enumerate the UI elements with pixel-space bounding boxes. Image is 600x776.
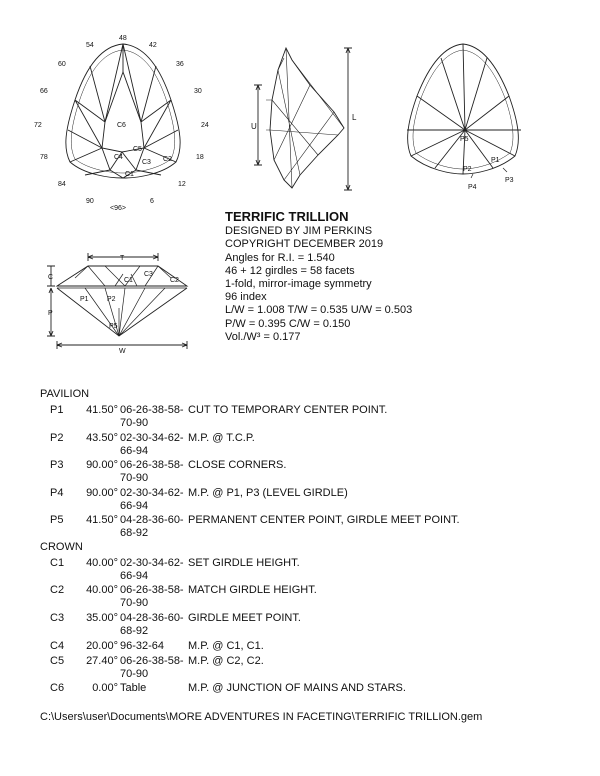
profile-facet-p5: P5	[109, 323, 118, 330]
facet-id: P5	[50, 514, 64, 526]
facet-index: 04-28-36-60-68-92	[120, 514, 184, 539]
pavilion-heading: PAVILION	[40, 388, 90, 400]
facet-label-p3: P3	[505, 177, 514, 184]
design-line: Vol./W³ = 0.177	[225, 330, 301, 343]
facet-index: 06-26-38-58-70-90	[120, 584, 184, 609]
facet-label-c1: C1	[125, 171, 134, 178]
facet-angle: 43.50°	[86, 432, 118, 444]
profile-facet-c2: C2	[170, 277, 179, 284]
facet-id: C4	[50, 640, 65, 652]
pavilion-outline	[408, 44, 519, 174]
profile-facet-c3: C3	[144, 271, 153, 278]
design-line: P/W = 0.395 C/W = 0.150	[225, 317, 351, 330]
facet-angle: 40.00°	[86, 557, 118, 569]
profile-facet-p1: P1	[80, 296, 89, 303]
design-line: 1-fold, mirror-image symmetry	[225, 278, 372, 291]
profile-w-label: W	[119, 348, 126, 355]
facet-index: 02-30-34-62-66-94	[120, 557, 184, 582]
profile-facet-c1: C1	[124, 277, 133, 284]
facet-index: 04-28-36-60-68-92	[120, 612, 184, 637]
index-label-24: 24	[201, 122, 209, 129]
design-title: TERRIFIC TRILLION	[225, 209, 349, 224]
facet-id: C3	[50, 612, 65, 624]
facet-label-p1: P1	[491, 157, 500, 164]
design-line: DESIGNED BY JIM PERKINS	[225, 225, 373, 238]
facet-id: C6	[50, 682, 65, 694]
index-label-30: 30	[194, 88, 202, 95]
facet-angle: 41.50°	[86, 514, 118, 526]
facet-index: 02-30-34-62-66-94	[120, 432, 184, 457]
facet-id: P4	[50, 487, 64, 499]
facet-angle: 90.00°	[86, 459, 118, 471]
side-outline	[270, 48, 344, 188]
facet-id: P1	[50, 404, 64, 416]
facet-angle: 40.00°	[86, 584, 118, 596]
facet-instruction: CUT TO TEMPORARY CENTER POINT.	[188, 404, 388, 416]
facet-angle: 41.50°	[86, 404, 118, 416]
file-path-footer: C:\Users\user\Documents\MORE ADVENTURES IN FACETING\TERRIFIC TRILLION.gem	[40, 711, 483, 723]
facet-instruction: M.P. @ C2, C2.	[188, 655, 264, 667]
design-line: 96 index	[225, 291, 267, 304]
facet-id: P2	[50, 432, 64, 444]
facet-id: C5	[50, 655, 65, 667]
index-label-72: 72	[34, 122, 42, 129]
facet-angle: 0.00°	[92, 682, 118, 694]
profile-p-label: P	[48, 310, 53, 317]
profile-c-label: C	[48, 274, 54, 281]
facet-angle: 27.40°	[86, 655, 118, 667]
index-label-84: 84	[58, 181, 66, 188]
facet-label-p2: P2	[463, 166, 472, 173]
crown-heading: CROWN	[40, 541, 83, 553]
facet-label-c2: C2	[163, 156, 172, 163]
facet-instruction: GIRDLE MEET POINT.	[188, 612, 301, 624]
facet-label-p4: P4	[468, 184, 477, 191]
side-u-label: U	[251, 122, 257, 131]
facet-angle: 35.00°	[86, 612, 118, 624]
facet-label-p5: P5	[460, 136, 469, 143]
design-line: Angles for R.I. = 1.540	[225, 251, 335, 264]
design-line: L/W = 1.008 T/W = 0.535 U/W = 0.503	[225, 304, 413, 317]
facet-angle: 20.00°	[86, 640, 118, 652]
facet-index: 06-26-38-58-70-90	[120, 404, 184, 429]
facet-instruction: M.P. @ JUNCTION OF MAINS AND STARS.	[188, 682, 406, 694]
facet-index: 96-32-64	[120, 640, 165, 652]
facet-instruction: M.P. @ P1, P3 (LEVEL GIRDLE)	[188, 487, 348, 499]
index-label-54: 54	[86, 42, 94, 49]
index-label-18: 18	[196, 154, 204, 161]
index-label-12: 12	[178, 181, 186, 188]
facet-instruction: M.P. @ T.C.P.	[188, 432, 255, 444]
profile-t-label: T	[120, 255, 125, 262]
facet-index: 06-26-38-58-70-90	[120, 655, 184, 680]
facet-index: Table	[120, 682, 147, 694]
index-label-36: 36	[176, 61, 184, 68]
facet-id: P3	[50, 459, 64, 471]
index-label-6: 6	[150, 198, 154, 205]
facet-angle: 90.00°	[86, 487, 118, 499]
index-label-66: 66	[40, 88, 48, 95]
facet-label-c5: C5	[133, 146, 142, 153]
index-label-78: 78	[40, 154, 48, 161]
index-label-48: 48	[119, 35, 127, 42]
index-label-42: 42	[149, 42, 157, 49]
facet-instruction: CLOSE CORNERS.	[188, 459, 287, 471]
facet-instruction: MATCH GIRDLE HEIGHT.	[188, 584, 317, 596]
facet-label-c4: C4	[114, 154, 123, 161]
index-label-60: 60	[58, 61, 66, 68]
side-l-label: L	[352, 113, 357, 122]
crown-table	[102, 72, 144, 152]
crown-view-diagram	[30, 30, 225, 215]
index-total-label: <96>	[110, 205, 126, 212]
facet-instruction: SET GIRDLE HEIGHT.	[188, 557, 300, 569]
facet-instruction: M.P. @ C1, C1.	[188, 640, 264, 652]
design-line: COPYRIGHT DECEMBER 2019	[225, 238, 384, 251]
facet-label-c6: C6	[117, 122, 126, 129]
index-label-90: 90	[86, 198, 94, 205]
profile-view-diagram	[45, 248, 195, 358]
facet-id: C2	[50, 584, 65, 596]
facet-id: C1	[50, 557, 65, 569]
facet-label-c3: C3	[142, 159, 151, 166]
profile-facet-p2: P2	[107, 296, 116, 303]
facet-index: 02-30-34-62-66-94	[120, 487, 184, 512]
facet-instruction: PERMANENT CENTER POINT, GIRDLE MEET POINT.	[188, 514, 460, 526]
pavilion-view-diagram	[383, 38, 548, 198]
side-view-diagram	[248, 40, 363, 200]
design-line: 46 + 12 girdles = 58 facets	[225, 264, 355, 277]
design-info	[225, 210, 412, 344]
facet-index: 06-26-38-58-70-90	[120, 459, 184, 484]
